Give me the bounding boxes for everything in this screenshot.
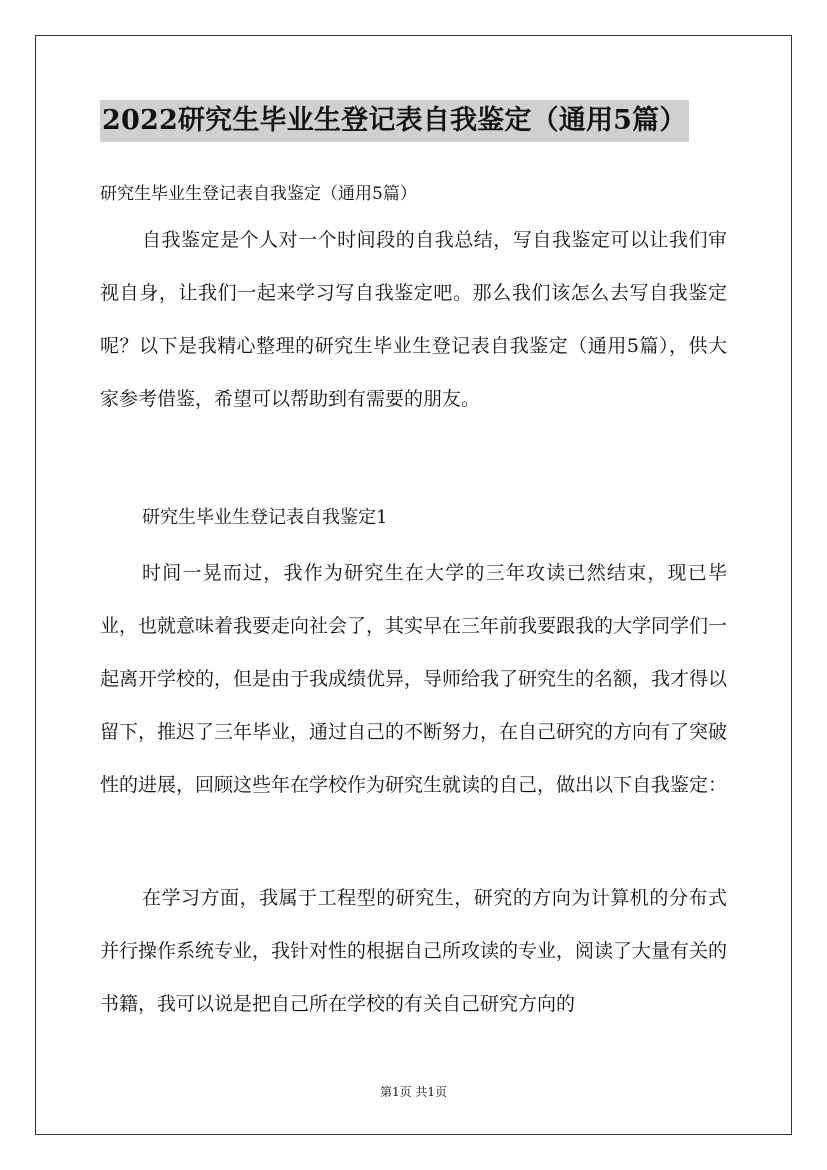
intro-paragraph: 自我鉴定是个人对一个时间段的自我总结，写自我鉴定可以让我们审视自身，让我们一起来学习写自我鉴定吧。那么我们该怎么去写自我鉴定呢？以下是我精心整理的研究生毕业生登记表自我鉴定（通用5篇），供大家参考借鉴，希望可以帮助到有需要的朋友。 [100, 229, 727, 410]
section-heading: 研究生毕业生登记表自我鉴定1 [142, 507, 388, 528]
body-paragraph-2: 在学习方面，我属于工程型的研究生，研究的方向为计算机的分布式并行操作系统专业，我针对性的根据自己所攻读的专业，阅读了大量有关的书籍，我可以说是把自己所在学校的有关自己研究方向的 [100, 887, 728, 1015]
page-footer: 第1页 共1页 [379, 1085, 448, 1099]
body-paragraph-1: 时间一晃而过，我作为研究生在大学的三年攻读已然结束，现已毕业，也就意味着我要走向社会了，其实早在三年前我要跟我的大学同学们一起离开学校的，但是由于我成绩优异，导师给我了研究生的名额，我才得以留下，推迟了三年毕业，通过自己的不断努力，在自己研究的方向有了突破性的进展，回顾这些年在学校作为研究生就读的自己，做出以下自我鉴定： [100, 562, 728, 796]
document-title: 2022研究生毕业生登记表自我鉴定（通用5篇） [100, 100, 689, 142]
document-subtitle: 研究生毕业生登记表自我鉴定（通用5篇） [100, 184, 417, 204]
